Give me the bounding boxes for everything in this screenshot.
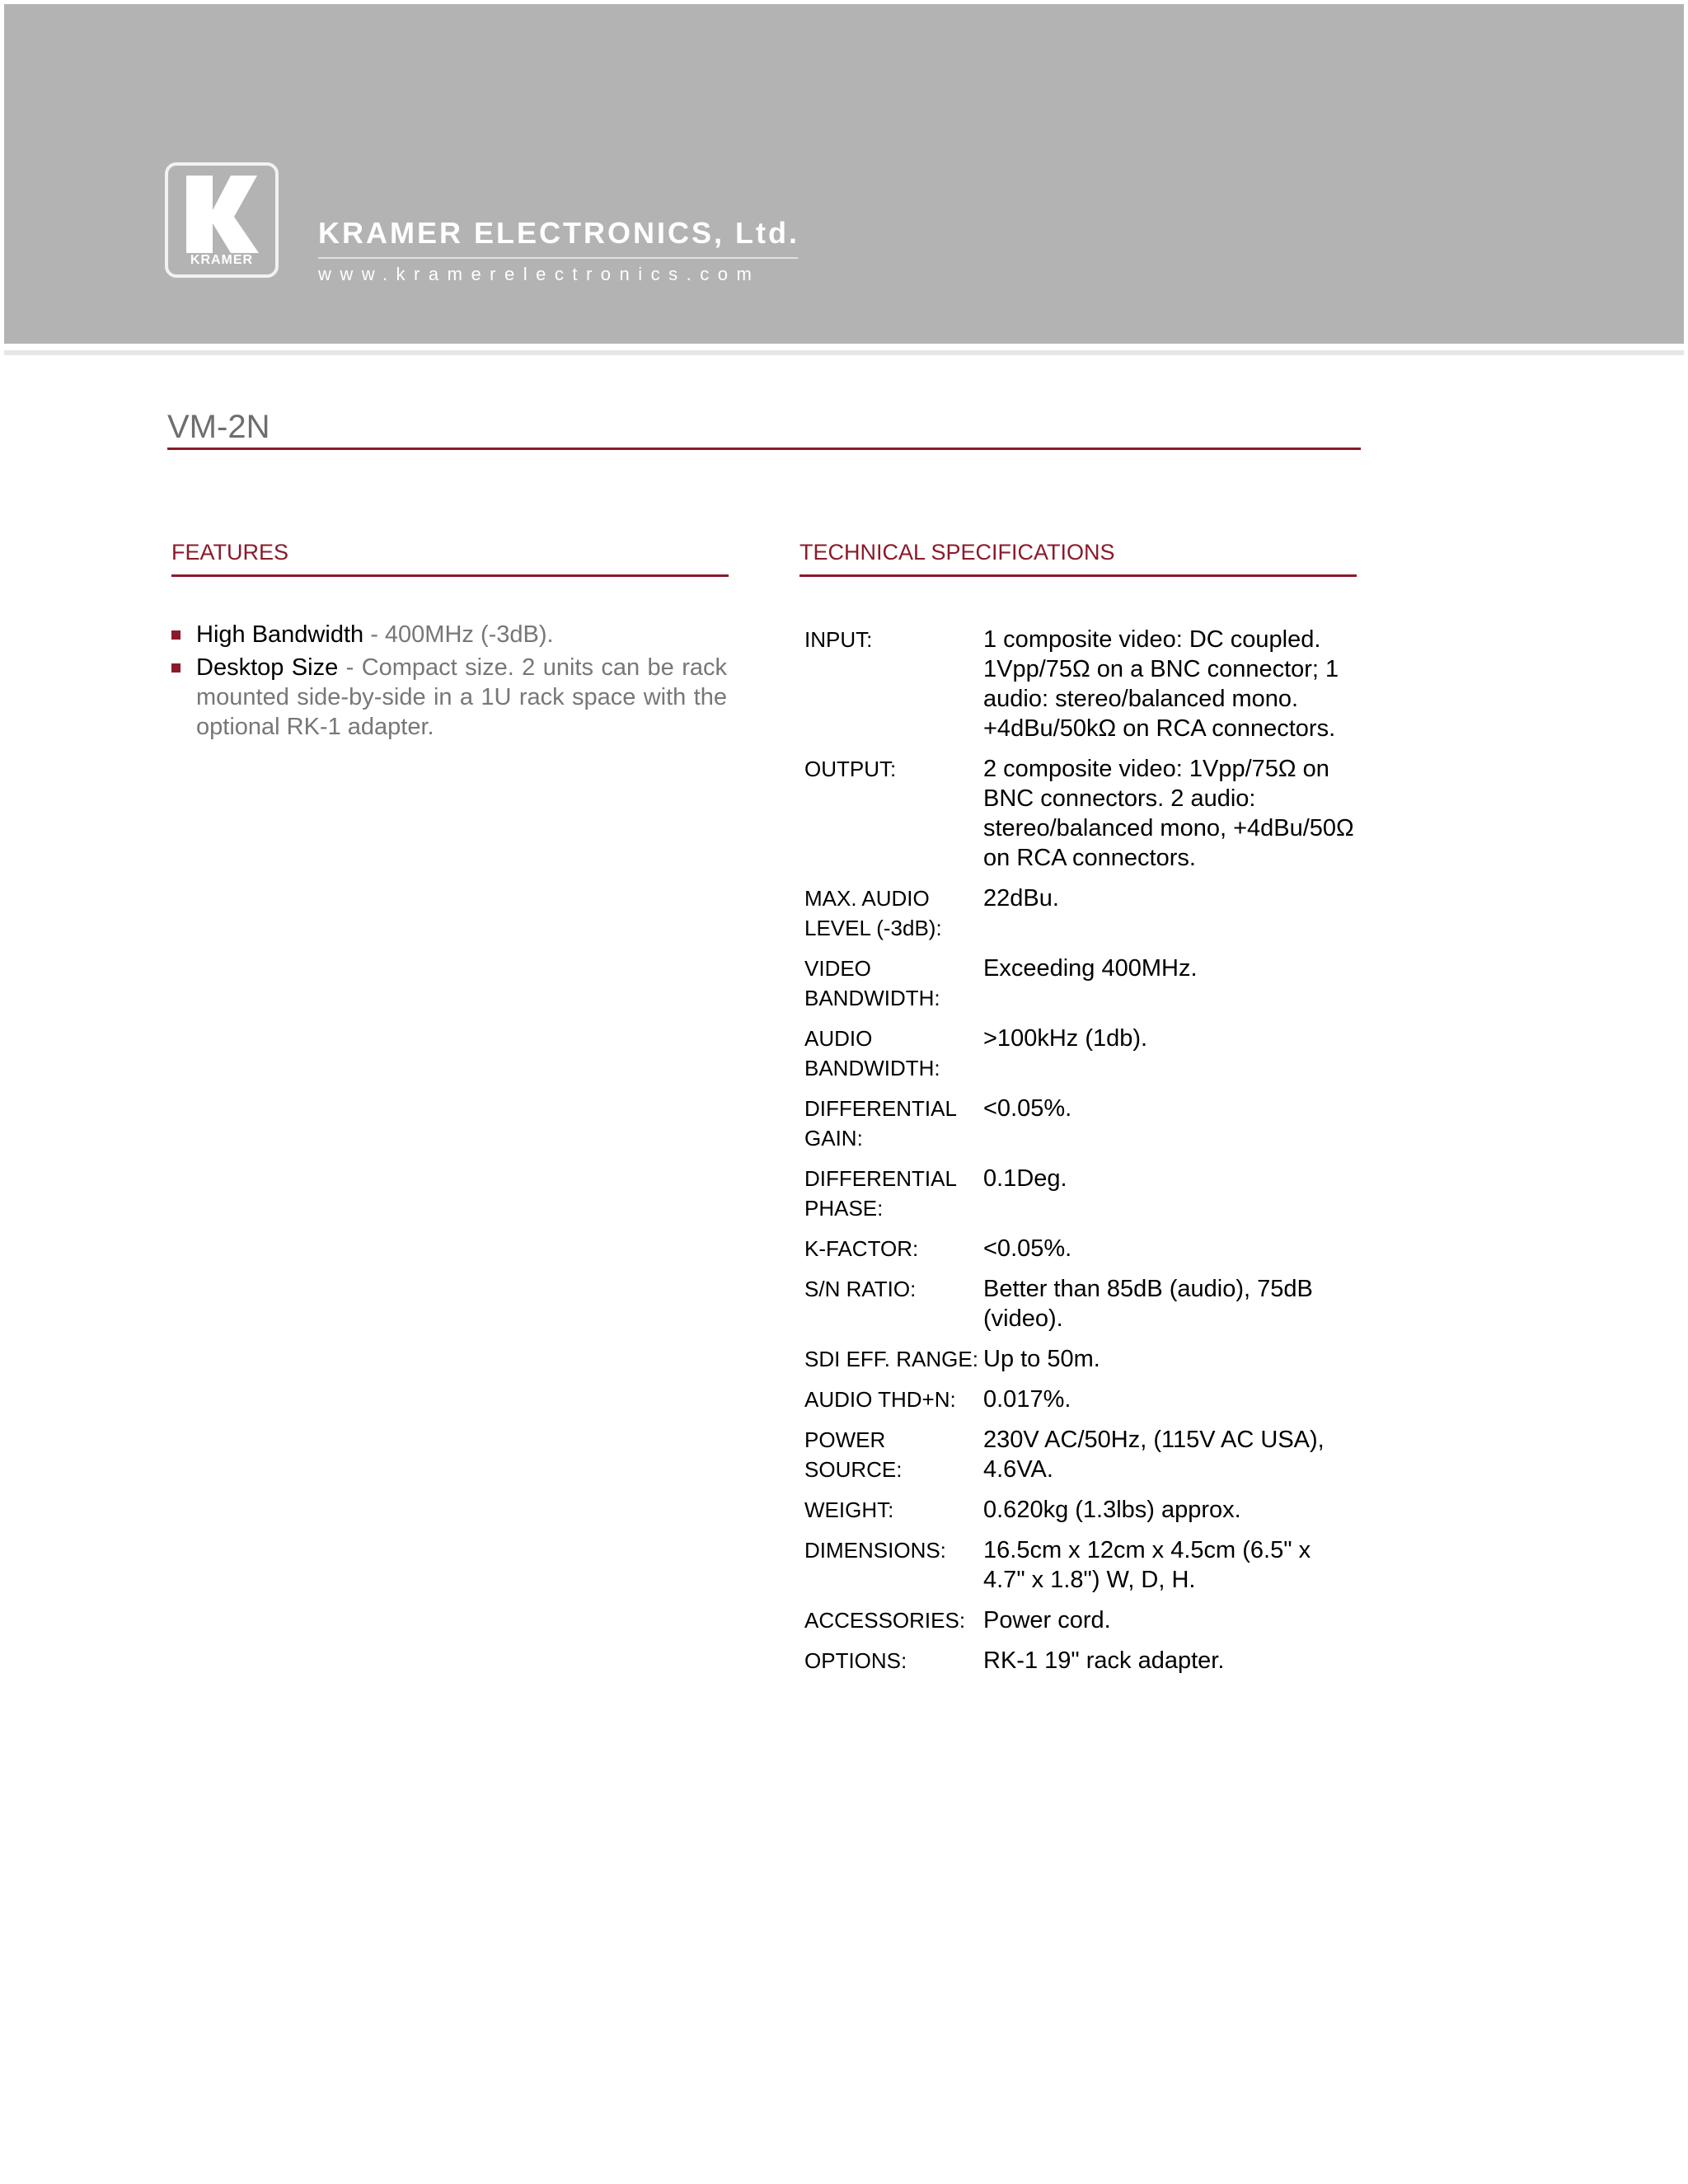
spec-value: 0.017%. xyxy=(983,1386,1071,1413)
spec-row xyxy=(804,1535,1357,1595)
website-link[interactable]: www.kramerelectronics.com xyxy=(318,264,761,284)
spec-row xyxy=(804,1024,1357,1083)
spec-row xyxy=(804,1094,1357,1153)
spec-label: DIFFERENTIAL PHASE: xyxy=(804,1166,956,1221)
spec-row xyxy=(804,1495,1357,1525)
spec-row xyxy=(804,1274,1357,1333)
spec-value: 0.1Deg. xyxy=(983,1165,1067,1192)
spec-label: OPTIONS: xyxy=(804,1648,907,1673)
spec-row xyxy=(804,625,1357,743)
company-name: KRAMER ELECTRONICS, Ltd. xyxy=(318,216,799,250)
spec-row xyxy=(804,883,1357,943)
specs-rule xyxy=(799,574,1357,577)
spec-label: AUDIO THD+N: xyxy=(804,1387,956,1412)
spec-label: ACCESSORIES: xyxy=(804,1608,966,1633)
feature-name: Desktop Size xyxy=(196,654,339,681)
features-heading: FEATURES xyxy=(171,540,289,565)
spec-row xyxy=(804,754,1357,873)
spec-row xyxy=(804,1646,1357,1675)
spec-label: INPUT: xyxy=(804,627,873,652)
spec-label: WEIGHT: xyxy=(804,1497,894,1522)
spec-value: 2 composite video: 1Vpp/75Ω on BNC connectors. 2 audio: stereo/balanced mono, +4dBu/50Ω on RCA connectors. xyxy=(983,756,1354,871)
bullet-square-icon xyxy=(171,630,181,640)
spec-label: OUTPUT: xyxy=(804,757,897,781)
spec-row xyxy=(804,1605,1357,1635)
spec-row xyxy=(804,1344,1357,1374)
spec-value: Power cord. xyxy=(983,1607,1111,1633)
spec-label: SDI EFF. RANGE: xyxy=(804,1347,978,1371)
kramer-logo xyxy=(165,162,279,278)
spec-value: Better than 85dB (audio), 75dB (video). xyxy=(983,1276,1313,1332)
specs-heading: TECHNICAL SPECIFICATIONS xyxy=(799,540,1115,565)
title-rule xyxy=(167,448,1361,450)
feature-description: - 400MHz (-3dB). xyxy=(363,621,554,648)
spec-label: POWER SOURCE: xyxy=(804,1427,903,1482)
header-divider xyxy=(4,350,1684,355)
page-title: VM-2N xyxy=(167,409,270,445)
feature-name: High Bandwidth xyxy=(196,621,364,648)
spec-row xyxy=(804,1385,1357,1414)
spec-value: Up to 50m. xyxy=(983,1346,1100,1372)
spec-row xyxy=(804,1164,1357,1223)
spec-row xyxy=(804,1425,1357,1484)
bullet-square-icon xyxy=(171,663,181,673)
spec-label: S/N RATIO: xyxy=(804,1277,917,1301)
spec-label: DIMENSIONS: xyxy=(804,1538,946,1563)
spec-value: RK-1 19" rack adapter. xyxy=(983,1647,1225,1674)
list-item xyxy=(171,620,727,649)
company-rule xyxy=(318,257,798,259)
spec-label: AUDIO BANDWIDTH: xyxy=(804,1026,940,1080)
spec-row xyxy=(804,1234,1357,1263)
spec-label: DIFFERENTIAL GAIN: xyxy=(804,1096,956,1151)
spec-value: <0.05%. xyxy=(983,1095,1072,1122)
spec-value: >100kHz (1db). xyxy=(983,1025,1148,1052)
spec-value: Exceeding 400MHz. xyxy=(983,955,1198,982)
spec-row xyxy=(804,954,1357,1013)
spec-value: 230V AC/50Hz, (115V AC USA), 4.6VA. xyxy=(983,1427,1325,1483)
spec-label: MAX. AUDIO LEVEL (-3dB): xyxy=(804,886,942,940)
list-item xyxy=(171,653,727,742)
features-rule xyxy=(171,574,729,577)
spec-value: 16.5cm x 12cm x 4.5cm (6.5" x 4.7" x 1.8") W, D, H. xyxy=(983,1537,1311,1593)
k-logo-icon xyxy=(183,174,260,253)
spec-value: 0.620kg (1.3lbs) approx. xyxy=(983,1497,1241,1523)
features-list xyxy=(171,620,727,745)
spec-label: K-FACTOR: xyxy=(804,1236,919,1261)
logo-wordmark: KRAMER xyxy=(190,253,254,267)
spec-value: <0.05%. xyxy=(983,1235,1072,1262)
spec-value: 22dBu. xyxy=(983,885,1059,912)
spec-value: 1 composite video: DC coupled. 1Vpp/75Ω on a BNC connector; 1 audio: stereo/balanced mono. +4dBu/50kΩ on RCA connectors. xyxy=(983,626,1339,742)
spec-label: VIDEO BANDWIDTH: xyxy=(804,956,940,1010)
feature-description: - Compact size. 2 units can be rack mounted side-by-side in a 1U rack space with the optional RK-1 adapter. xyxy=(196,654,727,740)
specs-table xyxy=(804,625,1357,1686)
